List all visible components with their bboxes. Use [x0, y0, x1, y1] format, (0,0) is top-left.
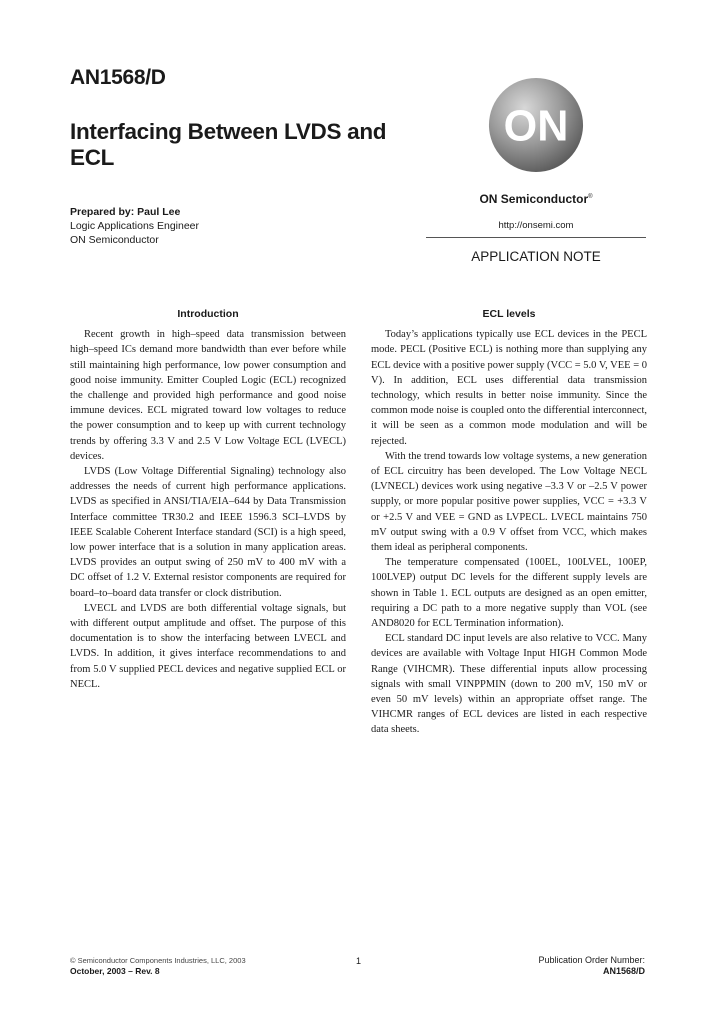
ecl-paragraph-3: The temperature compensated (100EL, 100LVEL, 100EP, 100LVEP) output DC levels for the different supply levels are shown in Table 1. ECL outputs are designed as an open emitter, requiring a DC path to a more negative supply than VOL (see AND8020 for ECL Termination information).: [371, 557, 647, 630]
company-url[interactable]: http://onsemi.com: [498, 220, 574, 231]
copyright: © Semiconductor Components Industries, LLC, 2003: [70, 956, 246, 965]
ecl-paragraph-1: Today’s applications typically use ECL devices in the PECL mode. PECL (Positive ECL) is nothing more than supplying any ECL device with a positive power supply (VCC = 5.0 V, VEE = 0 V). In addition, ECL uses differential data transmission technology, which results in better noise immunity. Since the common mode noise is coupled onto the differential interconnect, it will be seen as a common mode modulation and will be rejected.: [371, 329, 647, 447]
introduction-heading: Introduction: [177, 308, 239, 320]
ecl-levels-section: [371, 307, 647, 738]
publication-number: AN1568/D: [602, 966, 645, 976]
footer-right: [535, 955, 645, 977]
author-role: Logic Applications Engineer: [70, 220, 200, 232]
document-number: AN1568/D: [70, 66, 166, 89]
ecl-levels-heading: ECL levels: [482, 308, 536, 320]
header-divider: [426, 237, 646, 238]
intro-paragraph-3: LVECL and LVDS are both differential voltage signals, but with different output amplitude and offset. The purpose of this documentation is to show the interfacing between LVECL and LVDS. In addition, it gives interface recommendations to and from 5.0 V supplied PECL devices and negative supplied ECL or NECL.: [70, 602, 346, 690]
author-block: [70, 205, 199, 247]
footer-left: [70, 956, 246, 976]
prepared-by: Prepared by: Paul Lee: [70, 206, 181, 218]
date-revision: October, 2003 – Rev. 8: [70, 966, 160, 976]
ecl-paragraph-2: With the trend towards low voltage systems, a new generation of ECL circuitry has been developed. The Low Voltage NECL (LVNECL) devices work using negative –3.3 V or –2.5 V power supply, or more popular positive power supplies, VCC = +3.3 V or +2.5 V and VEE = GND as LVPECL. LVECL maintains 750 mV output swing with a 0.9 V offset from VCC, which makes them ideal as peripheral components.: [371, 450, 647, 554]
company-name: [426, 192, 646, 206]
introduction-section: [70, 307, 346, 692]
ecl-paragraph-4: ECL standard DC input levels are also relative to VCC. Many devices are available with Voltage Input HIGH Common Mode Range (VIHCMR). These differential inputs allow processing signals with small VINPPMIN (down to 200 mV, 150 mV or even 50 mV levels) within an appropriate offset range. The VIHCMR ranges of ECL devices are listed in each respective data sheets.: [371, 633, 647, 736]
publication-label: Publication Order Number:: [538, 955, 645, 965]
author-company: ON Semiconductor: [70, 234, 159, 246]
page-number: 1: [356, 956, 362, 966]
company-label: ON Semiconductor: [479, 192, 589, 206]
logo-text: ON: [503, 102, 569, 151]
intro-paragraph-1: Recent growth in high–speed data transmission between high–speed ICs demand more bandwidth than ever before while still maintaining high performance, low power consumption and good noise immunity. Emitter Coupled Logic (ECL) recognized the challenge and provided high performance and good noise immune devices. ECL migrated toward low voltages to reduce the power consumption and to keep up with current technology trends by offering 3.3 V and 2.5 V Low Voltage ECL (LVECL) devices.: [70, 329, 346, 462]
document-title: Interfacing Between LVDS and ECL: [70, 119, 387, 170]
document-type: APPLICATION NOTE: [471, 249, 601, 264]
on-semiconductor-logo-icon: [487, 76, 585, 174]
intro-paragraph-2: LVDS (Low Voltage Differential Signaling) technology also addresses the needs of current high performance applications. LVDS as specified in ANSI/TIA/EIA–644 by Data Transmission Interface committee TR30.2 and IEEE 1596.3 SCI–LVDS by IEEE Scalable Coherent Interface standard (SCI) is a high speed, low power interface that is a solution in many application areas. LVDS provides an output swing of 250 mV to 400 mV with a DC offset of 1.2 V. External resistor components are required for board–to–board data transfer or clock distribution.: [70, 466, 346, 599]
registered-mark: ®: [588, 194, 593, 200]
